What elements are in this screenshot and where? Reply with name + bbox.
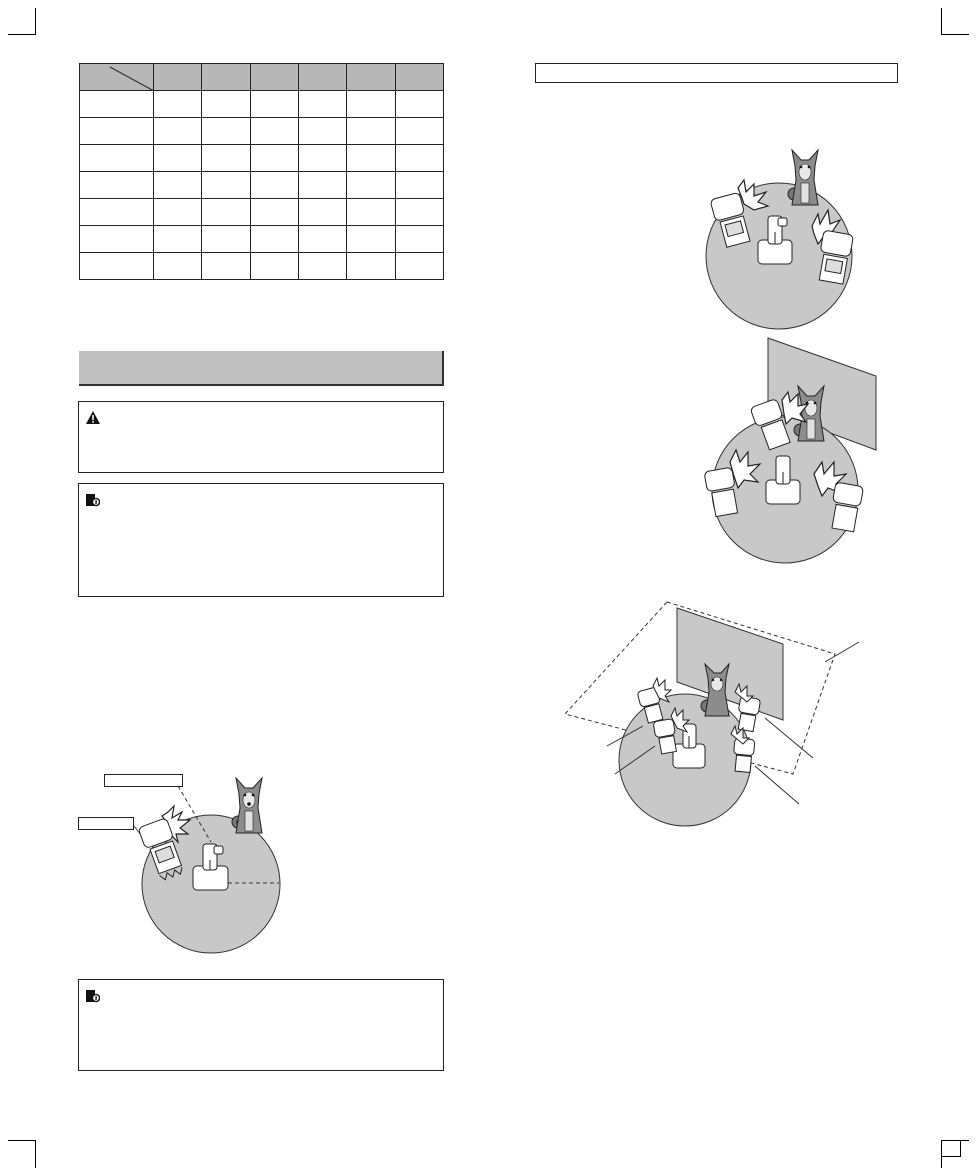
memo-icon — [86, 493, 100, 507]
caution-box — [78, 401, 444, 473]
table-cell — [202, 172, 250, 199]
table-cell — [80, 172, 154, 199]
crop-mark-tl-h — [8, 34, 36, 35]
table-cell — [298, 253, 346, 280]
table-cell — [395, 91, 443, 118]
table-cell — [154, 199, 202, 226]
table-cell — [80, 199, 154, 226]
warning-triangle-icon — [86, 411, 100, 424]
table-cell — [347, 91, 395, 118]
table-header-cell — [395, 64, 443, 91]
dog-subject-icon — [788, 150, 818, 205]
table-cell — [347, 253, 395, 280]
table-row — [80, 172, 444, 199]
table-header-row — [80, 64, 444, 91]
crop-mark-tr-h — [941, 34, 969, 35]
table-cell — [395, 118, 443, 145]
table-cell — [395, 226, 443, 253]
table-header-cell — [154, 64, 202, 91]
table-cell — [347, 199, 395, 226]
table-cell — [250, 118, 298, 145]
crop-mark-tl-v — [35, 8, 36, 35]
table-cell — [202, 253, 250, 280]
table-cell — [154, 118, 202, 145]
table-cell — [395, 253, 443, 280]
table-cell — [347, 172, 395, 199]
dog-subject-icon — [232, 778, 262, 833]
table-cell — [298, 199, 346, 226]
settings-table — [79, 63, 444, 280]
table-row — [80, 118, 444, 145]
table-row — [80, 226, 444, 253]
table-cell — [298, 91, 346, 118]
table-cell — [298, 172, 346, 199]
table-cell — [202, 199, 250, 226]
table-cell — [202, 226, 250, 253]
table-cell — [395, 199, 443, 226]
single-flash-diagram — [78, 772, 298, 957]
memo-icon — [86, 989, 100, 1003]
table-cell — [298, 226, 346, 253]
section-heading-bar — [79, 351, 444, 386]
crop-mark-bl-v — [35, 1140, 36, 1168]
table-cell — [202, 145, 250, 172]
table-cell — [250, 172, 298, 199]
table-cell — [80, 226, 154, 253]
table-row — [80, 91, 444, 118]
table-row — [80, 145, 444, 172]
three-flash-wall-diagram — [694, 336, 884, 566]
table-cell — [154, 226, 202, 253]
crop-mark-bl-h — [8, 1140, 36, 1141]
table-row — [80, 199, 444, 226]
right-section-header — [535, 63, 898, 83]
table-cell — [80, 145, 154, 172]
table-row — [80, 253, 444, 280]
table-cell — [298, 118, 346, 145]
crop-mark-tr-v — [941, 8, 942, 35]
table-header-cell — [347, 64, 395, 91]
table-cell — [395, 145, 443, 172]
diagram-label-a — [104, 774, 183, 787]
table-header-cell — [298, 64, 346, 91]
table-cell — [80, 91, 154, 118]
table-corner-cell — [80, 64, 154, 91]
table-cell — [250, 91, 298, 118]
table-cell — [250, 226, 298, 253]
table-cell — [347, 226, 395, 253]
table-cell — [80, 118, 154, 145]
table-cell — [250, 145, 298, 172]
table-cell — [80, 253, 154, 280]
table-cell — [250, 199, 298, 226]
table-cell — [202, 118, 250, 145]
note-box-2 — [78, 979, 444, 1071]
crop-mark-br-box — [941, 1140, 961, 1157]
table-cell — [154, 253, 202, 280]
table-cell — [154, 145, 202, 172]
table-cell — [347, 118, 395, 145]
table-cell — [347, 145, 395, 172]
diagram-label-b — [78, 817, 134, 830]
table-cell — [154, 91, 202, 118]
table-cell — [395, 172, 443, 199]
table-cell — [298, 145, 346, 172]
table-header-cell — [250, 64, 298, 91]
two-flash-diagram — [700, 148, 870, 333]
table-cell — [202, 91, 250, 118]
wireless-flash-diagram — [555, 598, 865, 828]
table-cell — [250, 253, 298, 280]
table-header-cell — [202, 64, 250, 91]
diagonal-divider-icon — [80, 64, 154, 91]
note-box-1 — [78, 483, 444, 597]
table-cell — [154, 172, 202, 199]
